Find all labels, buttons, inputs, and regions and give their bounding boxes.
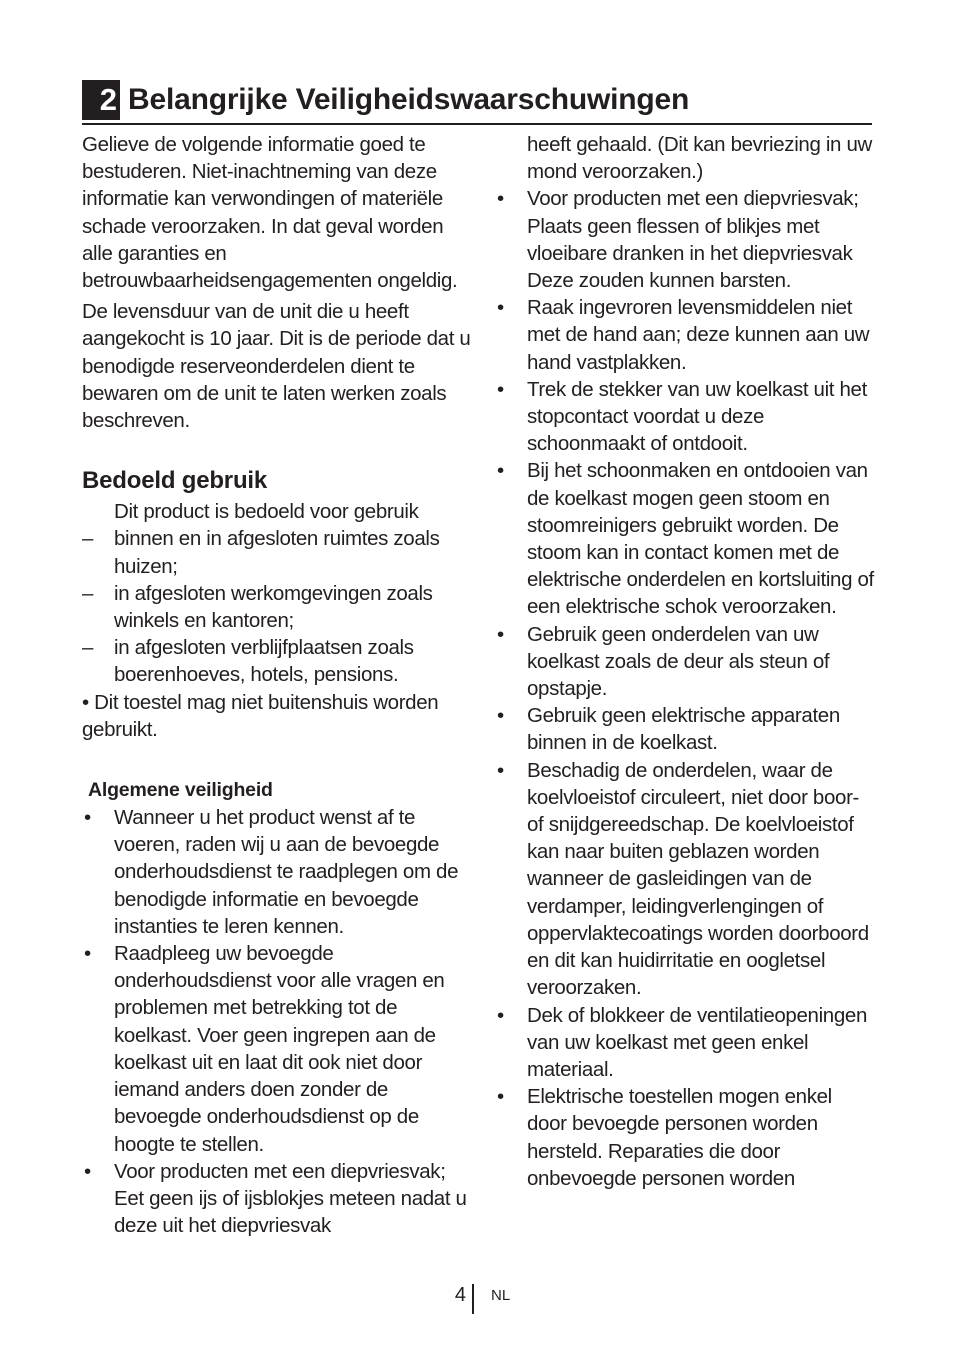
list-item (495, 294, 875, 376)
list-item (495, 376, 875, 458)
bullet-marker: • (84, 1159, 91, 1183)
list-item (82, 804, 472, 940)
bullet-marker: • (84, 806, 91, 830)
bullet-marker: • (497, 377, 504, 401)
list-item-text: in afgesloten werkomgevingen zoals winkels en kantoren; (114, 581, 433, 633)
list-item-text: Elektrische toestellen mogen enkel door bevoegde personen worden hersteld. Reparaties die door onbevoegde personen worden (527, 1085, 832, 1190)
bullet-marker: • (497, 622, 504, 646)
list-item-text: Gebruik geen onderdelen van uw koelkast zoals de deur als steun of opstapje. (527, 622, 830, 701)
list-item-text: Bij het schoonmaken en ontdooien van de koelkast mogen geen stoom en stoomreinigers gebruikt worden. De stoom kan in contact komen met de elektrische onderdelen en kortsluiting of een elektrische schok veroorzaken. (527, 459, 874, 619)
bullet-marker: • (497, 1003, 504, 1027)
list-item (495, 621, 875, 703)
general-safety-heading: Algemene veiligheid (88, 779, 273, 802)
chapter-title: Belangrijke Veiligheidswaarschuwingen (128, 83, 690, 116)
bullet-marker: • (497, 1085, 504, 1109)
page-number: 4 (454, 1284, 466, 1306)
list-item (82, 634, 472, 688)
list-item (82, 525, 472, 579)
list-item (495, 457, 875, 620)
list-item-text: Raak ingevroren levensmiddelen niet met de hand aan; deze kunnen aan uw hand vastplakken. (527, 296, 870, 374)
general-safety-list (82, 804, 472, 1239)
dash-marker: – (82, 581, 94, 605)
list-item-text: Wanneer u het product wenst af te voeren, raden wij u aan de bevoegde onderhoudsdienst te raadplegen om de benodigde informatie en bevoegde instanties te leren kennen. (114, 806, 459, 938)
left-column (82, 131, 472, 1239)
list-item-text: Gebruik geen elektrische apparaten binnen in de koelkast. (527, 704, 840, 755)
intended-use-lead: Dit product is bedoeld voor gebruik (114, 500, 419, 524)
list-item-text: in afgesloten verblijfplaatsen zoals boerenhoeves, hotels, pensions. (114, 636, 414, 687)
bullet-marker: • (497, 704, 504, 728)
list-item-text: Trek de stekker van uw koelkast uit het stopcontact voordat u deze schoonmaakt of ontdooit. (527, 377, 867, 456)
list-item-text: Voor producten met een diepvriesvak; Eet geen ijs of ijsblokjes meteen nadat u deze uit het diepvriesvak (114, 1159, 467, 1238)
list-item (495, 702, 875, 756)
list-item (495, 1002, 875, 1084)
bullet-marker: • (497, 187, 504, 211)
list-item-text: Voor producten met een diepvriesvak; Plaats geen flessen of blikjes met vloeibare dranken in het diepvriesvak Deze zouden kunnen barsten. (527, 187, 859, 293)
list-item (82, 1158, 472, 1240)
list-item-text: Raadpleeg uw bevoegde onderhoudsdienst voor alle vragen en problemen met betrekking tot de koelkast. Voer geen ingrepen aan de koelkast uit en laat dit ook niet door iemand anders doen zonder de bevoegde onderhoudsdienst op de hoogte te stellen. (114, 942, 445, 1156)
language-code: NL (491, 1287, 511, 1304)
intro-paragraph: Gelieve de volgende informatie goed te bestuderen. Niet-inachtneming van deze informatie kan verwondingen of materiële schade veroorzaken. In dat geval worden alle garanties en betrouwbaarheidsengagementen ongeldig. (82, 133, 458, 293)
chapter-header (82, 78, 872, 125)
dash-marker: – (82, 527, 94, 551)
list-item (82, 940, 472, 1158)
footer-divider (472, 1284, 474, 1314)
lifespan-paragraph: De levensduur van de unit die u heeft aangekocht is 10 jaar. Dit is de periode dat u benodigde reserveonderdelen dient te bewaren om de unit te laten werken zoals beschreven. (82, 300, 471, 433)
list-item-continuation: heeft gehaald. (Dit kan bevriezing in uw mond veroorzaken.) (527, 133, 872, 184)
list-item (495, 1083, 875, 1192)
general-safety-list-continued (495, 131, 875, 1192)
intended-use-list (82, 525, 472, 688)
outdoor-use-note: • Dit toestel mag niet buitenshuis worden gebruikt. (82, 690, 439, 741)
bullet-marker: • (497, 758, 504, 782)
bullet-marker: • (497, 296, 504, 320)
list-item-text: Dek of blokkeer de ventilatieopeningen van uw koelkast met geen enkel materiaal. (527, 1003, 867, 1081)
list-item (495, 757, 875, 1002)
list-item (82, 580, 472, 634)
list-item-text: binnen en in afgesloten ruimtes zoals huizen; (114, 527, 440, 578)
page-footer (0, 1280, 954, 1316)
list-item-text: Beschadig de onderdelen, waar de koelvloeistof circuleert, niet door boor- of snijdgereedschap. De koelvloeistof kan naar buiten geblazen worden wanneer de gasleidingen van de verdamper, leidingverlengingen of oppervlaktecoatings worden doorboord en dit kan huidirritatie en oogletsel veroorzaken. (527, 758, 869, 1000)
bullet-marker: • (84, 942, 91, 966)
list-item (495, 185, 875, 294)
dash-marker: – (82, 636, 94, 660)
right-column (495, 131, 875, 1192)
intended-use-heading: Bedoeld gebruik (82, 467, 268, 495)
bullet-marker: • (497, 459, 504, 483)
chapter-number: 2 (82, 80, 120, 120)
